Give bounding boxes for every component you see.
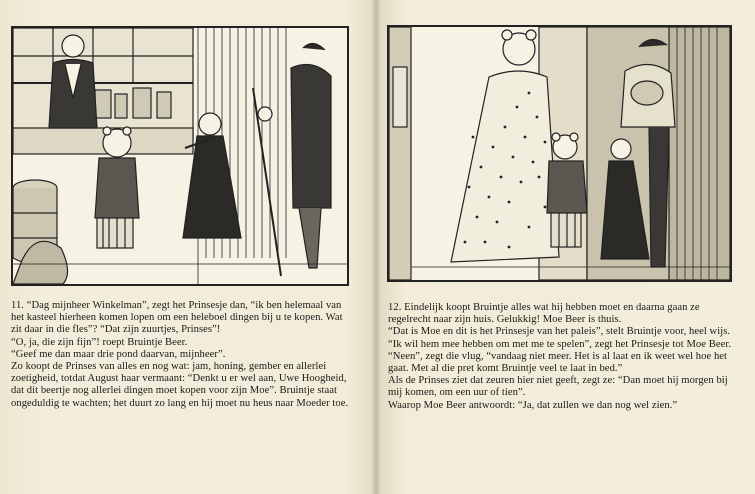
caption-11-paragraph-3: “Geef me dan maar drie pond daarvan, mijnheer”. [11, 348, 226, 360]
caption-11-paragraph-1: 11. “Dag mijnheer Winkelman”, zegt het Prinsesje dan, “ik ben helemaal van het kasteel hierheen komen lopen om een heleboel dingen bij u te kopen. Wat zit daar in die fles”? “Dat zijn zuurtjes, Prinses”! [11, 300, 343, 336]
home-scene-illustration [389, 27, 730, 280]
caption-11 [11, 300, 353, 410]
caption-11-paragraph-2: “O, ja, die zijn fijn”! roept Bruintje Beer. [11, 336, 188, 348]
panel-number-12: 12. [388, 302, 402, 313]
shop-scene-illustration [13, 28, 347, 284]
caption-12-paragraph-2: “Dat is Moe en dit is het Prinsesje van het paleis”, stelt Bruintje voor, heel wijs. [388, 326, 731, 338]
caption-12-paragraph-4: “Neen”, zegt die vlug, “vandaag niet meer. Het is al laat en ik weet wel hoe het gaat. Met al die pret komt Bruintje veel te laat in bed.” [388, 350, 728, 375]
caption-11-paragraph-4: Zo koopt de Prinses van alles en nog wat: jam, honing, gember en allerlei zoetigheid, totdat August haar vermaant: “Denkt u er wel aan, Uwe Hoogheid, dat dit beertje nog allerlei dingen moet kopen voor zijn Moe”. Bruintje staat ongeduldig te wachten; het duurt zo lang en hij moet nu heus naar Moeder toe. [11, 361, 349, 409]
illustration-panel-12 [387, 25, 732, 282]
caption-12-paragraph-3: “Ik wil hem mee hebben om met me te spelen”, zegt het Prinsesje tot Moe Beer. [388, 338, 732, 350]
illustration-panel-11 [11, 26, 349, 286]
caption-12-paragraph-6: Waarop Moe Beer antwoordt: “Ja, dat zullen we dan nog wel zien.” [388, 399, 678, 411]
caption-12-paragraph-5: Als de Prinses ziet dat zeuren hier niet geeft, zegt ze: “Dan moet hij morgen bij mij komen, om een uur of tien”. [388, 375, 728, 399]
book-gutter [372, 0, 380, 494]
panel-number-11: 11. [11, 300, 24, 311]
caption-12-paragraph-1: 12. Eindelijk koopt Bruintje alles wat hij hebben moet en daarna gaan ze regelrecht naar zijn huis. Gelukkig! Moe Beer is thuis. [388, 302, 700, 326]
caption-12 [388, 302, 733, 412]
